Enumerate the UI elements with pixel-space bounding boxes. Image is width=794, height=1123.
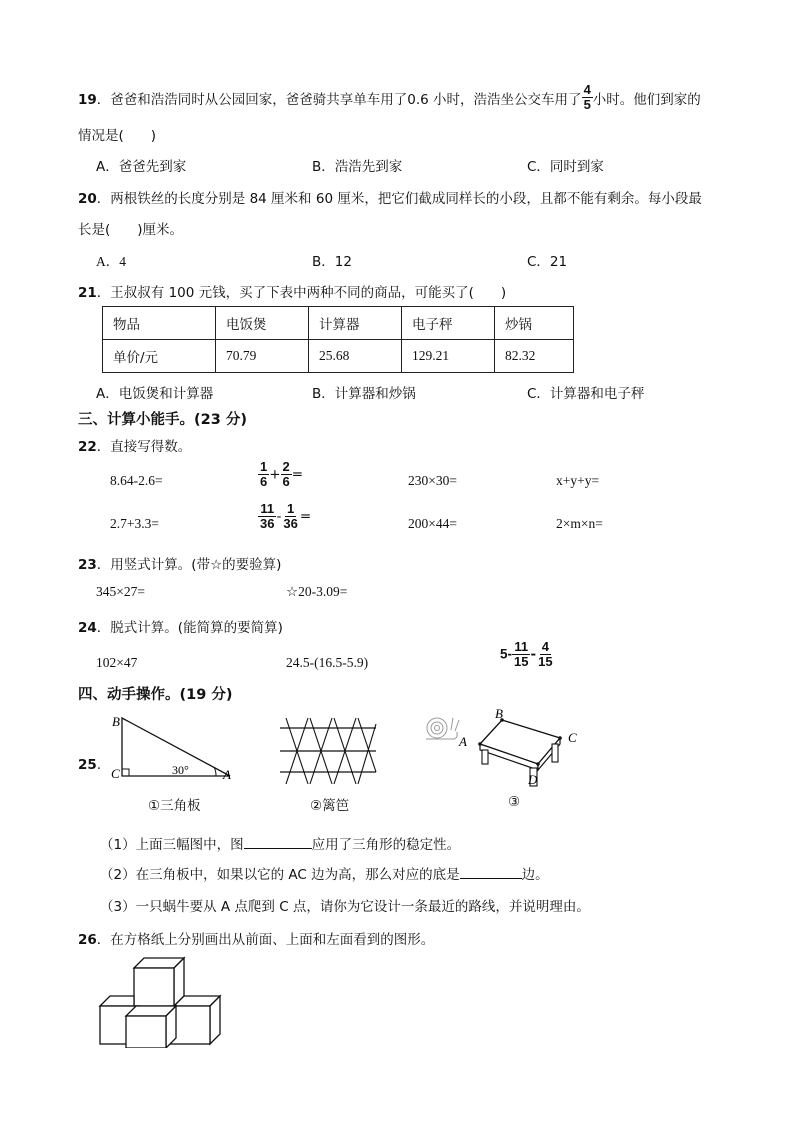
table-cell: 炒锅 xyxy=(495,307,574,340)
table-row xyxy=(103,307,574,340)
q20-line2: 长是( )厘米。 xyxy=(78,222,184,238)
fraction xyxy=(512,640,530,669)
q22-item-a: 8.64-2.6= xyxy=(110,473,163,488)
q19-number: 19 xyxy=(78,92,97,108)
fraction xyxy=(281,460,292,489)
q19-text-a: ．爸爸和浩浩同时从公园回家，爸爸骑共享单车用了0.6 小时，浩浩坐公交车用了 xyxy=(96,92,582,108)
q19-option-c[interactable]: C．同时到家 xyxy=(527,159,604,175)
frac-num: 1 xyxy=(260,459,268,474)
q20-option-b[interactable]: B．12 xyxy=(312,254,352,270)
table-cell: 25.68 xyxy=(309,340,402,373)
fraction xyxy=(258,502,276,531)
q25-sub1 xyxy=(100,833,460,853)
q24-number: 24 xyxy=(78,620,97,636)
table-point-c-label: C xyxy=(568,730,577,745)
figure-2-caption: ②篱笆 xyxy=(310,798,350,814)
q25-sub2-text-b: 边。 xyxy=(521,867,549,883)
frac-num: 11 xyxy=(514,639,529,654)
q20-text: ．两根铁丝的长度分别是 84 厘米和 60 厘米，把它们截成同样长的小段，且都不能有剩余。每小段最 xyxy=(96,191,702,207)
frac-den: 6 xyxy=(282,474,290,489)
equals: = xyxy=(291,466,304,483)
q19-fraction xyxy=(582,83,593,112)
table-cell: 82.32 xyxy=(495,340,574,373)
q20-option-a[interactable]: A．4 xyxy=(96,254,126,269)
q25-sub1-text-b: 应用了三角形的稳定性。 xyxy=(311,837,461,853)
q19-option-a[interactable]: A．爸爸先到家 xyxy=(96,159,187,175)
q22-text: ．直接写得数。 xyxy=(96,439,192,455)
equals: = xyxy=(299,508,312,525)
q22-line1 xyxy=(78,435,191,455)
q22-item-h: 2×m×n= xyxy=(556,516,603,531)
q22-item-c: 230×30= xyxy=(408,473,457,488)
q21-option-b[interactable]: B．计算器和炒锅 xyxy=(312,386,416,402)
q19-line1 xyxy=(78,81,701,112)
cube-stack-figure xyxy=(96,954,226,1048)
q22-item-d: x+y+y= xyxy=(556,473,600,488)
table-cell: 计算器 xyxy=(309,307,402,340)
q21-option-c[interactable]: C．计算器和电子秤 xyxy=(527,386,645,402)
right-angle-mark xyxy=(122,769,129,776)
q21-number: 21 xyxy=(78,285,97,301)
expr-lead: 5- xyxy=(500,646,513,662)
q25-sub1-text-a: （1）上面三幅图中，图 xyxy=(100,837,244,853)
q21-line1 xyxy=(78,281,506,301)
q23-line1 xyxy=(78,553,281,573)
fence-figure xyxy=(278,716,378,786)
frac-den: 15 xyxy=(538,654,553,669)
q20-option-c[interactable]: C．21 xyxy=(527,254,568,270)
q19-option-b[interactable]: B．浩浩先到家 xyxy=(312,159,403,175)
fraction xyxy=(536,640,554,669)
frac-num: 2 xyxy=(282,459,290,474)
snail-icon xyxy=(426,718,459,739)
operator: - xyxy=(276,508,282,525)
q25-number-line xyxy=(78,757,101,773)
table-point-a-label: A xyxy=(459,734,467,749)
table-row xyxy=(103,340,574,373)
frac-num: 1 xyxy=(286,501,295,516)
frac-den: 6 xyxy=(260,474,268,489)
fraction xyxy=(281,502,299,531)
vertex-b-label: B xyxy=(112,714,120,729)
q24-line1 xyxy=(78,616,283,636)
table-cell: 70.79 xyxy=(216,340,309,373)
q22-item-b xyxy=(258,460,303,489)
table-cell: 电子秤 xyxy=(402,307,495,340)
q23-number: 23 xyxy=(78,557,97,573)
q25-sub2-text-a: （2）在三角板中，如果以它的 AC 边为高，那么对应的底是 xyxy=(100,867,460,883)
table-point-d-label: D xyxy=(528,772,538,787)
q26-line1 xyxy=(78,928,434,948)
q22-item-g: 200×44= xyxy=(408,516,457,531)
q22-number: 22 xyxy=(78,439,97,455)
q20-number: 20 xyxy=(78,191,97,207)
q20-line1 xyxy=(78,187,702,207)
fraction xyxy=(258,460,269,489)
frac-num: 11 xyxy=(260,501,275,516)
q25-dot: . xyxy=(96,757,102,773)
figure-1-caption: ①三角板 xyxy=(148,798,201,814)
q25-sub1-blank[interactable] xyxy=(244,834,312,849)
q19-frac-den: 5 xyxy=(583,96,591,112)
q25-sub2 xyxy=(100,863,549,883)
vertex-a-label: A xyxy=(223,767,231,782)
operator: - xyxy=(530,646,537,663)
operator: + xyxy=(269,466,281,483)
table-cell: 单价/元 xyxy=(103,340,216,373)
frac-den: 36 xyxy=(283,516,298,531)
q24-text: ．脱式计算。(能简算的要简算) xyxy=(96,620,283,636)
figure-3-caption: ③ xyxy=(508,794,521,810)
q21-option-a[interactable]: A．电饭煲和计算器 xyxy=(96,386,214,402)
table-cell: 物品 xyxy=(103,307,216,340)
angle-label: 30° xyxy=(172,763,189,777)
table-cell: 129.21 xyxy=(402,340,495,373)
q23-text: ．用竖式计算。(带☆的要验算) xyxy=(96,557,282,573)
q19-frac-num: 4 xyxy=(583,81,591,97)
section-4-heading: 四、动手操作。(19 分) xyxy=(78,687,233,703)
q22-item-e: 2.7+3.3= xyxy=(110,516,159,531)
q25-number: 25 xyxy=(78,757,97,773)
q25-sub3: （3）一只蜗牛要从 A 点爬到 C 点，请你为它设计一条最近的路线，并说明理由。 xyxy=(100,899,590,915)
table-figure xyxy=(420,708,590,794)
vertex-c-label: C xyxy=(111,766,120,781)
q24-item-3 xyxy=(500,640,555,669)
table-cell: 电饭煲 xyxy=(216,307,309,340)
q23-item-1: 345×27= xyxy=(96,584,145,599)
q21-text: ．王叔叔有 100 元钱，买了下表中两种不同的商品，可能买了( ) xyxy=(96,285,507,301)
q25-sub2-blank[interactable] xyxy=(460,864,522,879)
q22-item-f xyxy=(258,502,311,531)
triangle-ruler-figure xyxy=(108,712,238,784)
q24-item-2: 24.5-(16.5-5.9) xyxy=(286,655,369,670)
q26-text: ．在方格纸上分别画出从前面、上面和左面看到的图形。 xyxy=(96,932,435,948)
q19-text-b: 小时。他们到家的 xyxy=(592,92,701,108)
q23-item-2: ☆20-3.09= xyxy=(286,584,348,599)
q19-line2: 情况是( ) xyxy=(78,128,157,144)
q26-number: 26 xyxy=(78,932,97,948)
q24-item-1: 102×47 xyxy=(96,655,138,670)
frac-den: 15 xyxy=(514,654,529,669)
price-table xyxy=(102,306,574,373)
frac-den: 36 xyxy=(260,516,275,531)
section-3-heading: 三、计算小能手。(23 分) xyxy=(78,412,247,428)
table-point-b-label: B xyxy=(495,708,503,721)
frac-num: 4 xyxy=(541,639,549,654)
